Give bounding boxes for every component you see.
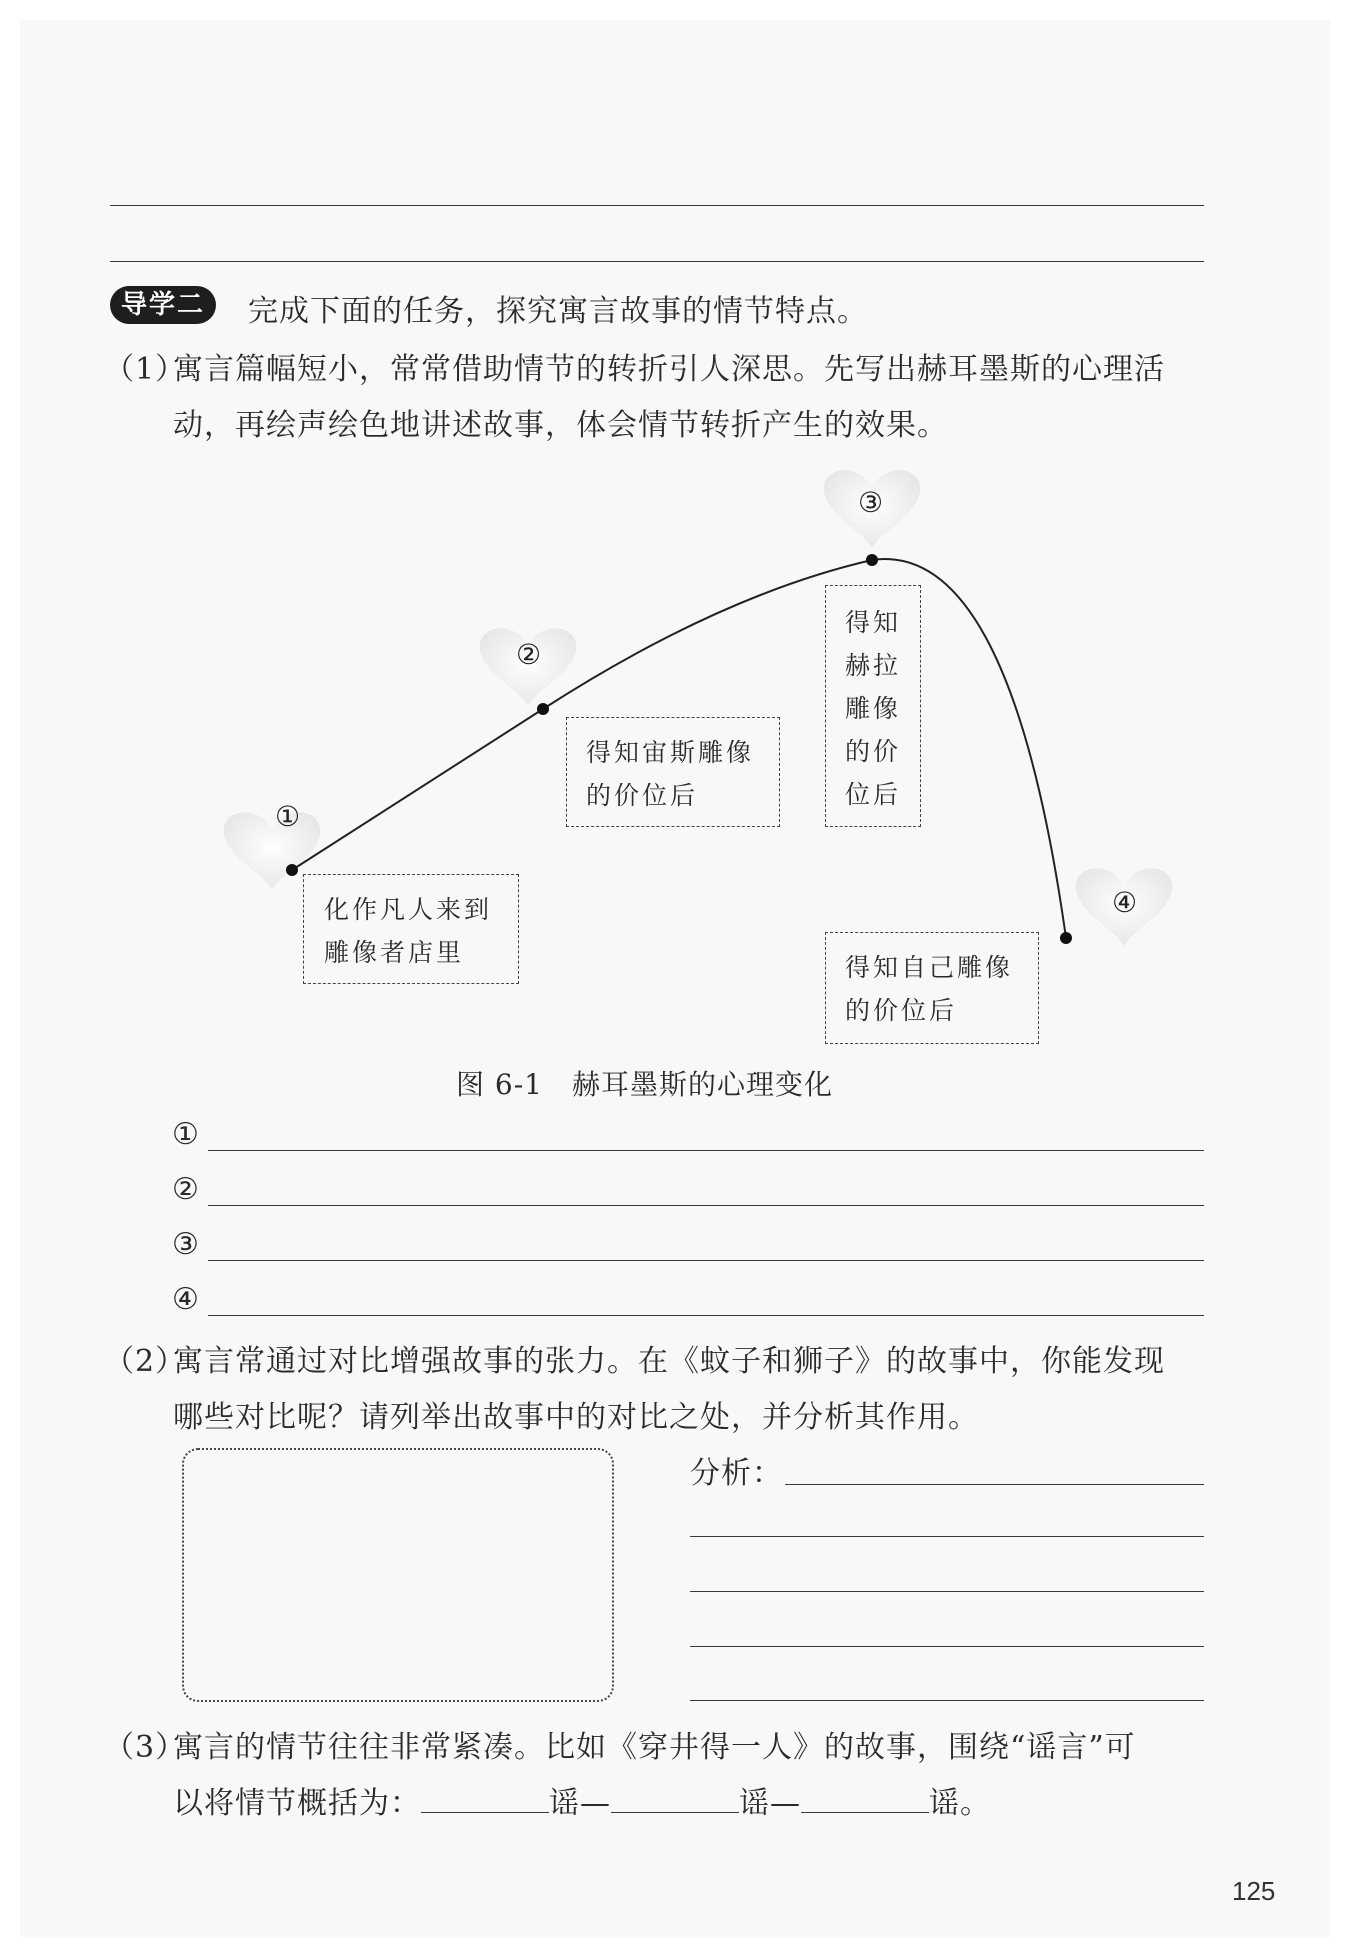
point-label-line: 得知 [845, 608, 902, 637]
point-label-line: 的价位后 [586, 781, 699, 810]
point-marker: ② [516, 638, 542, 671]
point-marker: ④ [1112, 886, 1138, 919]
task1-number: （1） [104, 352, 187, 387]
task3-dash: — [770, 1786, 801, 1821]
analysis-label: 分析： [690, 1456, 783, 1491]
task3-word: 谣 [929, 1786, 960, 1821]
task3-end: 。 [960, 1786, 991, 1821]
task2-line1: 寓言常通过对比增强故事的张力。在《蚊子和狮子》的故事中，你能发现 [173, 1344, 1165, 1379]
answer-marker: ④ [172, 1282, 199, 1317]
point-label-line: 的价位后 [845, 996, 958, 1025]
point-label-line: 化作凡人来到 [324, 895, 493, 924]
answer-line[interactable] [208, 1315, 1204, 1316]
point-label-line: 的价 [845, 737, 902, 766]
point-marker: ① [275, 800, 301, 833]
task3-line2 [173, 1778, 991, 1822]
answer-marker: ③ [172, 1227, 199, 1262]
point-label-line: 位后 [845, 780, 902, 809]
analysis-line[interactable] [690, 1646, 1204, 1647]
answer-marker: ① [172, 1117, 199, 1152]
analysis-line[interactable] [690, 1536, 1204, 1537]
comparison-box[interactable] [182, 1448, 614, 1702]
figure-caption: 图 6-1 赫耳墨斯的心理变化 [456, 1068, 833, 1101]
point-label-line: 得知自己雕像 [845, 953, 1014, 982]
answer-line[interactable] [208, 1260, 1204, 1261]
task3-line1: 寓言的情节往往非常紧凑。比如《穿井得一人》的故事，围绕“谣言”可 [173, 1730, 1136, 1765]
point-marker: ③ [858, 486, 884, 519]
analysis-line[interactable] [690, 1700, 1204, 1701]
task3-number: （3） [104, 1730, 187, 1765]
blank-field[interactable] [611, 1812, 739, 1813]
section-instruction: 完成下面的任务，探究寓言故事的情节特点。 [248, 294, 868, 329]
curve-point [286, 864, 298, 876]
page-number: 125 [1232, 1876, 1276, 1906]
curve-point [866, 554, 878, 566]
answer-line[interactable] [208, 1150, 1204, 1151]
blank-field[interactable] [801, 1812, 929, 1813]
task3-prefix: 以将情节概括为： [173, 1786, 421, 1821]
blank-field[interactable] [421, 1812, 549, 1813]
analysis-line[interactable] [690, 1591, 1204, 1592]
task2-line2: 哪些对比呢？请列举出故事中的对比之处，并分析其作用。 [173, 1400, 979, 1435]
point-label-line: 雕像 [845, 694, 902, 723]
point-label-line: 得知宙斯雕像 [586, 738, 755, 767]
answer-marker: ② [172, 1172, 199, 1207]
task1-line1: 寓言篇幅短小，常常借助情节的转折引人深思。先写出赫耳墨斯的心理活 [173, 352, 1165, 387]
curve-point [1060, 932, 1072, 944]
analysis-line[interactable] [785, 1484, 1204, 1485]
curve-point [537, 703, 549, 715]
task3-word: 谣 [739, 1786, 770, 1821]
task1-line2: 动，再绘声绘色地讲述故事，体会情节转折产生的效果。 [173, 408, 948, 443]
point-label-line: 雕像者店里 [324, 938, 465, 967]
task2-number: （2） [104, 1344, 187, 1379]
task3-dash: — [580, 1786, 611, 1821]
section-badge: 导学二 [110, 286, 216, 324]
point-label-line: 赫拉 [845, 651, 902, 680]
task3-word: 谣 [549, 1786, 580, 1821]
answer-line[interactable] [208, 1205, 1204, 1206]
